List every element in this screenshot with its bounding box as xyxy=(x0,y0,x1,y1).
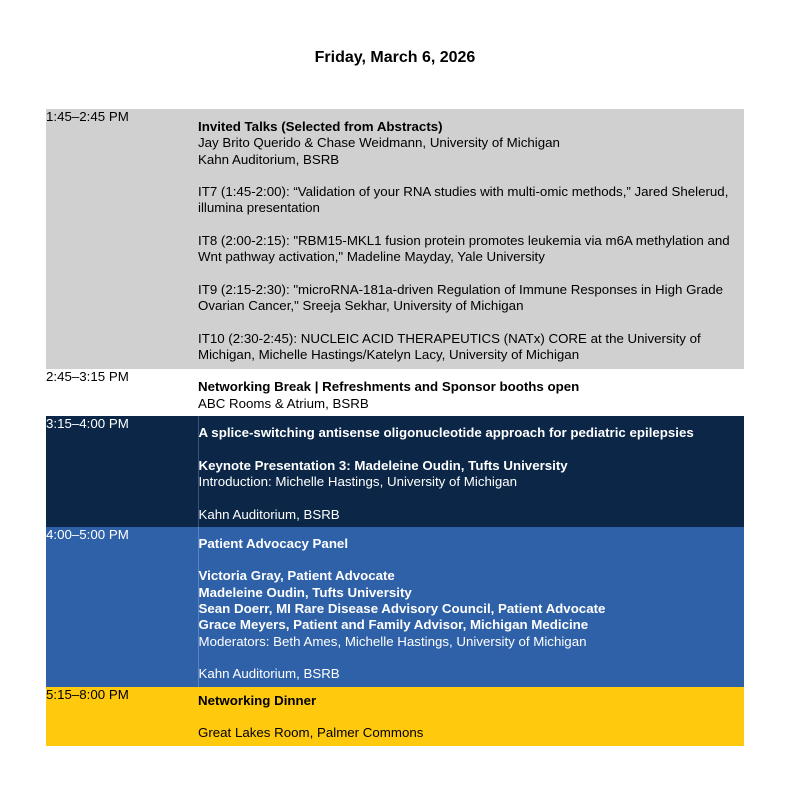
session-time: 4:00–5:00 PM xyxy=(46,527,198,687)
session-details xyxy=(198,369,744,415)
session-time: 1:45–2:45 PM xyxy=(46,109,198,369)
session-chairs: Jay Brito Querido & Chase Weidmann, University of Michigan xyxy=(198,135,560,151)
session-row-keynote xyxy=(46,415,744,527)
talk-item: IT8 (2:00-2:15): "RBM15-MKL1 fusion protein promotes leukemia via m6A methylation and Wnt pathway activation," Madeline Mayday, Yale University xyxy=(198,233,730,265)
session-heading: Invited Talks (Selected from Abstracts) xyxy=(198,119,443,134)
session-heading: Patient Advocacy Panel xyxy=(198,535,349,551)
session-details xyxy=(198,415,744,527)
panelist-item: Sean Doerr, MI Rare Disease Advisory Council, Patient Advocate xyxy=(198,601,606,617)
talk-item: IT10 (2:30-2:45): NUCLEIC ACID THERAPEUTICS (NATx) CORE at the University of Michigan, Michelle Hastings/Katelyn Lacy, University of Michigan xyxy=(198,330,701,363)
schedule-table xyxy=(46,109,744,746)
session-row-invited-talks xyxy=(46,109,744,369)
page-title: Friday, March 6, 2026 xyxy=(314,49,476,66)
session-heading: A splice-switching antisense oligonucleotide approach for pediatric epilepsies xyxy=(198,425,694,441)
session-row-networking-break xyxy=(46,369,744,415)
session-moderators: Moderators: Beth Ames, Michelle Hastings, University of Michigan xyxy=(198,633,587,649)
session-row-advocacy-panel xyxy=(46,527,744,687)
session-location: Kahn Auditorium, BSRB xyxy=(198,506,340,522)
session-heading: Networking Dinner xyxy=(198,692,317,708)
session-time: 5:15–8:00 PM xyxy=(46,687,198,747)
session-details xyxy=(198,527,744,687)
session-location: Kahn Auditorium, BSRB xyxy=(198,151,340,167)
session-details xyxy=(198,687,744,747)
session-location: Kahn Auditorium, BSRB xyxy=(198,666,340,682)
session-location: Great Lakes Room, Palmer Commons xyxy=(198,725,424,741)
session-time: 3:15–4:00 PM xyxy=(46,415,198,527)
session-row-networking-dinner xyxy=(46,687,744,747)
session-location: ABC Rooms & Atrium, BSRB xyxy=(198,395,369,411)
talk-item: IT7 (1:45-2:00): “Validation of your RNA studies with multi-omic methods,” Jared Shelerud, illumina presentation xyxy=(198,184,729,216)
session-time: 2:45–3:15 PM xyxy=(46,369,198,415)
panelist-item: Grace Meyers, Patient and Family Advisor, Michigan Medicine xyxy=(198,617,589,633)
session-introduction: Introduction: Michelle Hastings, University of Michigan xyxy=(198,473,518,489)
session-heading: Networking Break | Refreshments and Sponsor booths open xyxy=(198,379,580,395)
keynote-speaker: Keynote Presentation 3: Madeleine Oudin, Tufts University xyxy=(198,457,568,473)
talk-item: IT9 (2:15-2:30): "microRNA-181a-driven Regulation of Immune Responses in High Grade Ovarian Cancer," Sreeja Sekhar, University of Michigan xyxy=(198,281,724,314)
panelist-item: Madeleine Oudin, Tufts University xyxy=(198,584,412,600)
panelist-item: Victoria Gray, Patient Advocate xyxy=(198,568,395,584)
session-details xyxy=(198,109,744,369)
